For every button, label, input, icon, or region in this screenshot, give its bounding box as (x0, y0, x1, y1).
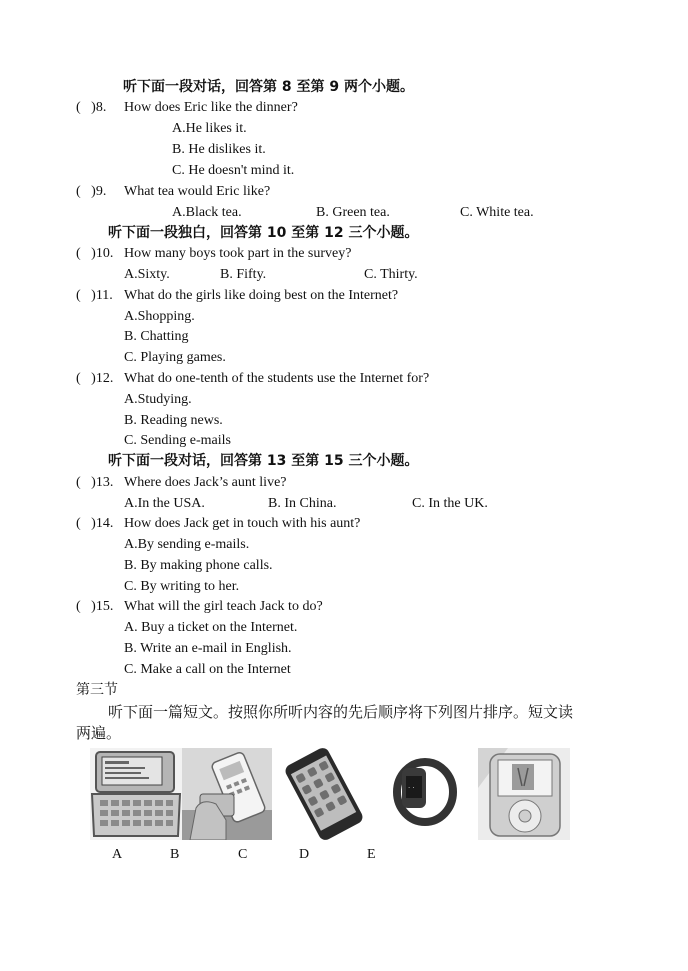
option-c: C. Playing games. (124, 350, 226, 365)
electronic-dictionary-icon (90, 748, 182, 840)
option-a: A.He likes it. (172, 121, 247, 136)
mp3-player-icon (478, 748, 570, 840)
option-a: A.Sixty. (124, 267, 170, 282)
option-b: B. He dislikes it. (172, 142, 266, 157)
option-b: B. Green tea. (316, 205, 390, 220)
section-intro-8-9: 听下面一段对话，回答第 8 至第 9 两个小题。 (123, 79, 414, 95)
question-text: How does Jack get in touch with his aunt? (124, 516, 361, 531)
picture-label-a: A (112, 847, 123, 862)
option-a: A.Black tea. (172, 205, 242, 220)
option-b: B. Reading news. (124, 413, 223, 428)
option-c: C. Make a call on the Internet (124, 662, 291, 677)
option-c: C. He doesn't mind it. (172, 163, 295, 178)
option-c: C. White tea. (460, 205, 534, 220)
card-payment-icon (182, 748, 272, 840)
smartwatch-icon (390, 748, 460, 840)
question-text: What do one-tenth of the students use the Internet for? (124, 371, 430, 386)
question-number: ( )13. (76, 475, 114, 490)
question-text: What tea would Eric like? (124, 184, 271, 199)
option-a: A.Shopping. (124, 309, 195, 324)
option-b: B. Write an e-mail in English. (124, 641, 292, 656)
option-b: B. By making phone calls. (124, 558, 273, 573)
question-number: ( )11. (76, 288, 113, 303)
question-number: ( )8. (76, 100, 107, 115)
picture-label-e: E (367, 847, 376, 862)
option-b: B. Chatting (124, 329, 189, 344)
picture-label-d: D (299, 847, 310, 862)
part3-instruction: 听下面一篇短文。按照你所听内容的先后顺序将下列图片排序。短文读 (108, 703, 574, 721)
smartphone-icon (280, 748, 368, 840)
question-text: How many boys took part in the survey? (124, 246, 352, 261)
section-intro-10-12: 听下面一段独白，回答第 10 至第 12 三个小题。 (108, 225, 419, 241)
question-number: ( )14. (76, 516, 114, 531)
question-text: Where does Jack’s aunt live? (124, 475, 287, 490)
picture-label-b: B (170, 847, 180, 862)
option-b: B. Fifty. (220, 267, 267, 282)
picture-label-c: C (238, 847, 248, 862)
question-text: What will the girl teach Jack to do? (124, 599, 323, 614)
option-a: A.By sending e-mails. (124, 537, 250, 552)
option-c: C. By writing to her. (124, 579, 240, 594)
option-a: A.Studying. (124, 392, 192, 407)
question-text: What do the girls like doing best on the Internet? (124, 288, 399, 303)
question-number: ( )12. (76, 371, 114, 386)
option-c: C. Sending e-mails (124, 433, 231, 448)
option-c: C. Thirty. (364, 267, 418, 282)
option-a: A.In the USA. (124, 496, 205, 511)
question-number: ( )15. (76, 599, 114, 614)
question-number: ( )9. (76, 184, 107, 199)
option-c: C. In the UK. (412, 496, 488, 511)
option-a: A. Buy a ticket on the Internet. (124, 620, 298, 635)
part-title: 第三节 (76, 682, 118, 698)
question-text: How does Eric like the dinner? (124, 100, 298, 115)
section-intro-13-15: 听下面一段对话，回答第 13 至第 15 三个小题。 (108, 453, 419, 469)
svg-text:· ·: · · (408, 784, 415, 792)
option-b: B. In China. (268, 496, 337, 511)
part3-instruction-cont: 两遍。 (76, 724, 122, 742)
question-number: ( )10. (76, 246, 114, 261)
